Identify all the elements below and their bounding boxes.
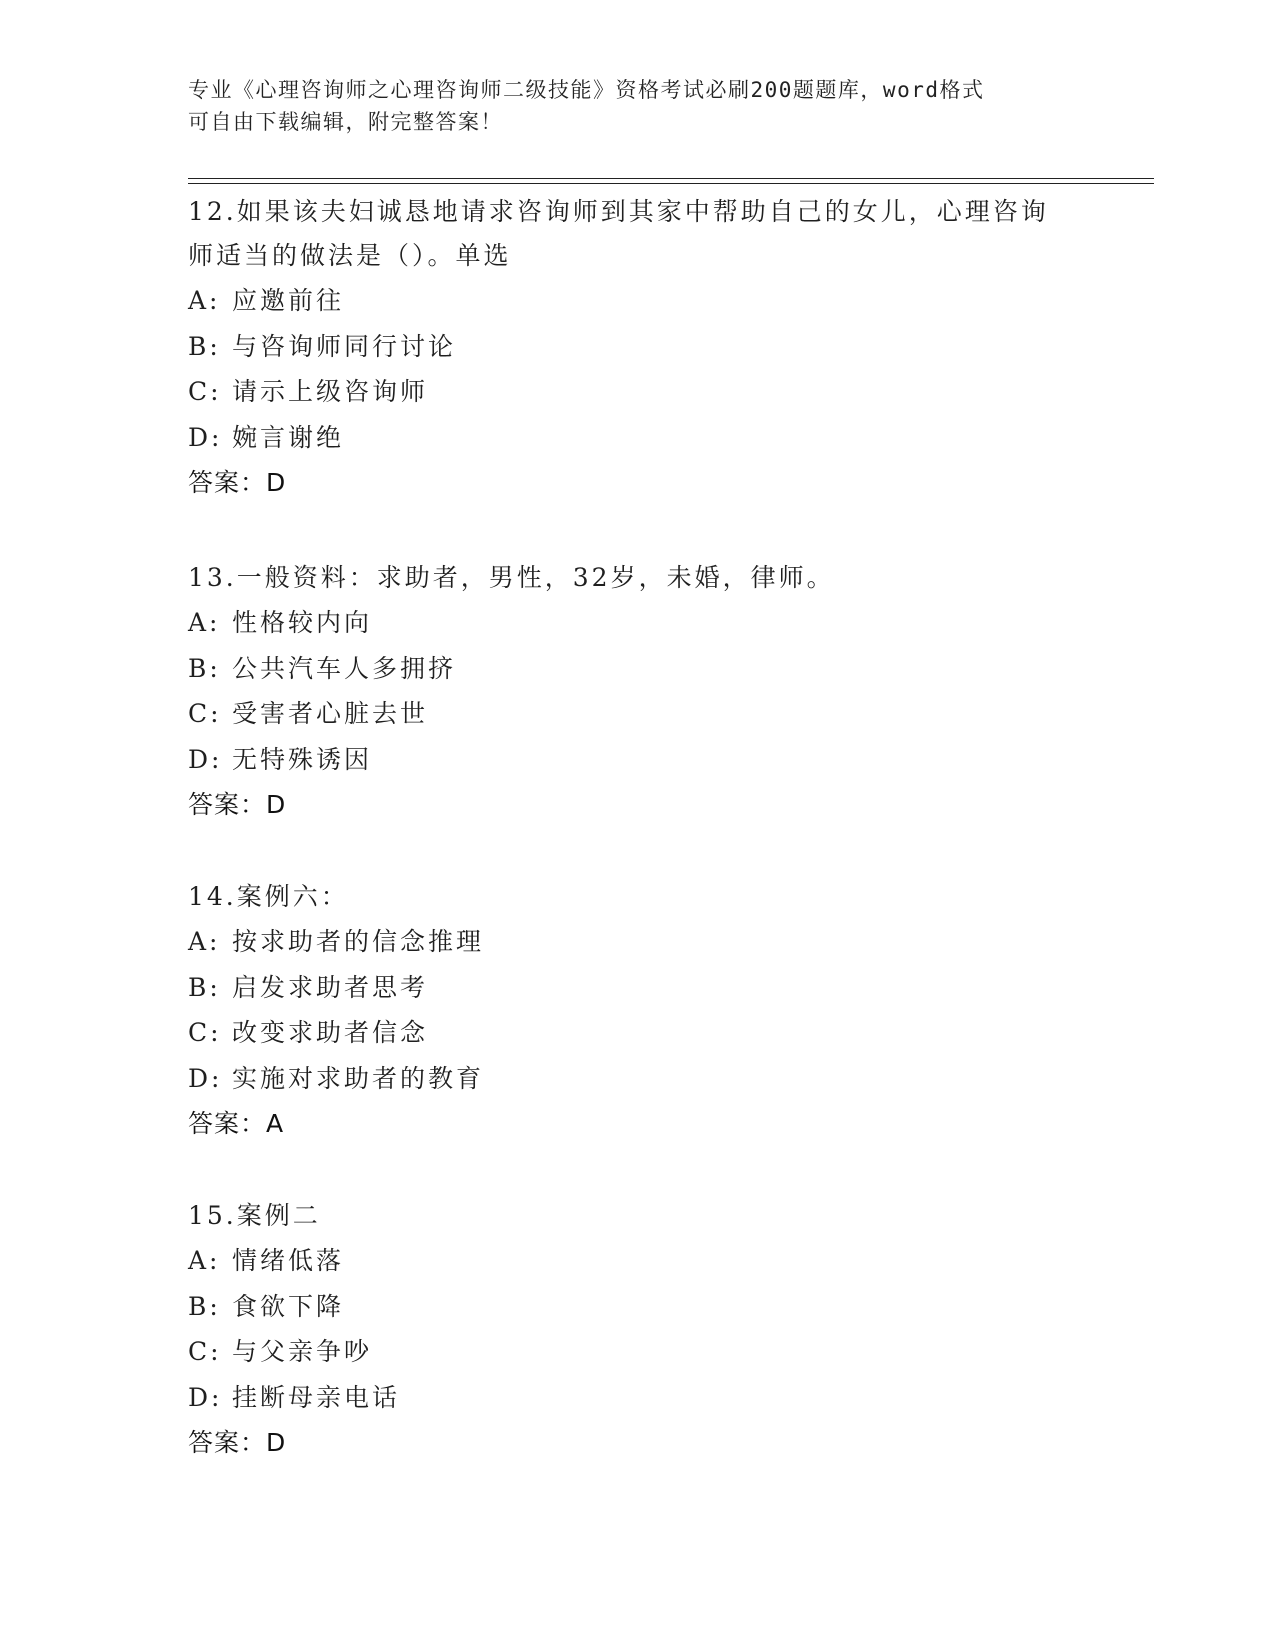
question-14 [188, 875, 1088, 1147]
option-key: C: [188, 699, 222, 728]
option-b [188, 324, 1088, 370]
option-key: D: [188, 1382, 223, 1412]
header-line-2: 可自由下载编辑，附完整答案！ [188, 110, 503, 134]
option-b [188, 646, 1088, 692]
option-c [188, 1010, 1088, 1056]
option-c [188, 691, 1088, 737]
answer-line: 答案：D [188, 1428, 287, 1457]
question-stem-continued: 师适当的做法是（）。单选 [188, 241, 512, 270]
question-13 [188, 556, 1088, 828]
option-a [188, 1238, 1088, 1284]
option-d [188, 1056, 1088, 1102]
option-text: 按求助者的信念推理 [232, 927, 485, 956]
option-key: B: [188, 653, 221, 683]
option-text: 婉言谢绝 [232, 422, 345, 452]
question-stem: 15.案例二 [188, 1201, 321, 1230]
option-text: 改变求助者信念 [232, 1018, 429, 1047]
header-divider-bottom [188, 183, 1154, 184]
header-divider-top [188, 178, 1154, 179]
option-key: C: [188, 1337, 222, 1366]
question-stem: 13.一般资料：求助者，男性，32岁，未婚，律师。 [188, 563, 835, 592]
option-text: 食欲下降 [232, 1291, 345, 1321]
option-key: A: [188, 608, 221, 637]
option-text: 情绪低落 [232, 1246, 345, 1275]
option-text: 启发求助者思考 [232, 972, 429, 1002]
option-d [188, 415, 1088, 461]
option-text: 无特殊诱因 [232, 744, 373, 774]
option-c [188, 369, 1088, 415]
option-key: D: [188, 422, 223, 452]
option-text: 受害者心脏去世 [232, 699, 429, 728]
option-b [188, 965, 1088, 1011]
option-key: B: [188, 331, 221, 361]
option-text: 性格较内向 [232, 608, 373, 637]
header-line-1: 专业《心理咨询师之心理咨询师二级技能》资格考试必刷200题题库，word格式 [188, 78, 985, 102]
question-12 [188, 190, 1088, 506]
option-a [188, 278, 1088, 324]
question-stem: 12.如果该夫妇诚恳地请求咨询师到其家中帮助自己的女儿，心理咨询 [188, 197, 1049, 226]
question-stem: 14.案例六： [188, 882, 349, 911]
option-c [188, 1329, 1088, 1375]
option-key: B: [188, 1291, 221, 1321]
option-b [188, 1284, 1088, 1330]
option-a [188, 600, 1088, 646]
option-key: B: [188, 972, 221, 1002]
document-header [188, 74, 1088, 138]
option-key: A: [188, 1246, 221, 1275]
option-text: 实施对求助者的教育 [232, 1063, 485, 1093]
option-key: A: [188, 927, 221, 956]
option-key: C: [188, 377, 222, 406]
option-text: 应邀前往 [232, 286, 345, 315]
option-text: 与咨询师同行讨论 [232, 331, 457, 361]
option-text: 请示上级咨询师 [232, 377, 429, 406]
option-d [188, 1375, 1088, 1421]
answer-line: 答案：D [188, 790, 287, 819]
option-text: 挂断母亲电话 [232, 1382, 401, 1412]
option-text: 公共汽车人多拥挤 [232, 653, 457, 683]
question-15 [188, 1194, 1088, 1466]
option-a [188, 919, 1088, 965]
option-key: D: [188, 1063, 223, 1093]
answer-line: 答案：D [188, 468, 287, 497]
answer-line: 答案：A [188, 1109, 285, 1138]
option-d [188, 737, 1088, 783]
option-text: 与父亲争吵 [232, 1337, 373, 1366]
option-key: C: [188, 1018, 222, 1047]
option-key: D: [188, 744, 223, 774]
option-key: A: [188, 286, 221, 315]
